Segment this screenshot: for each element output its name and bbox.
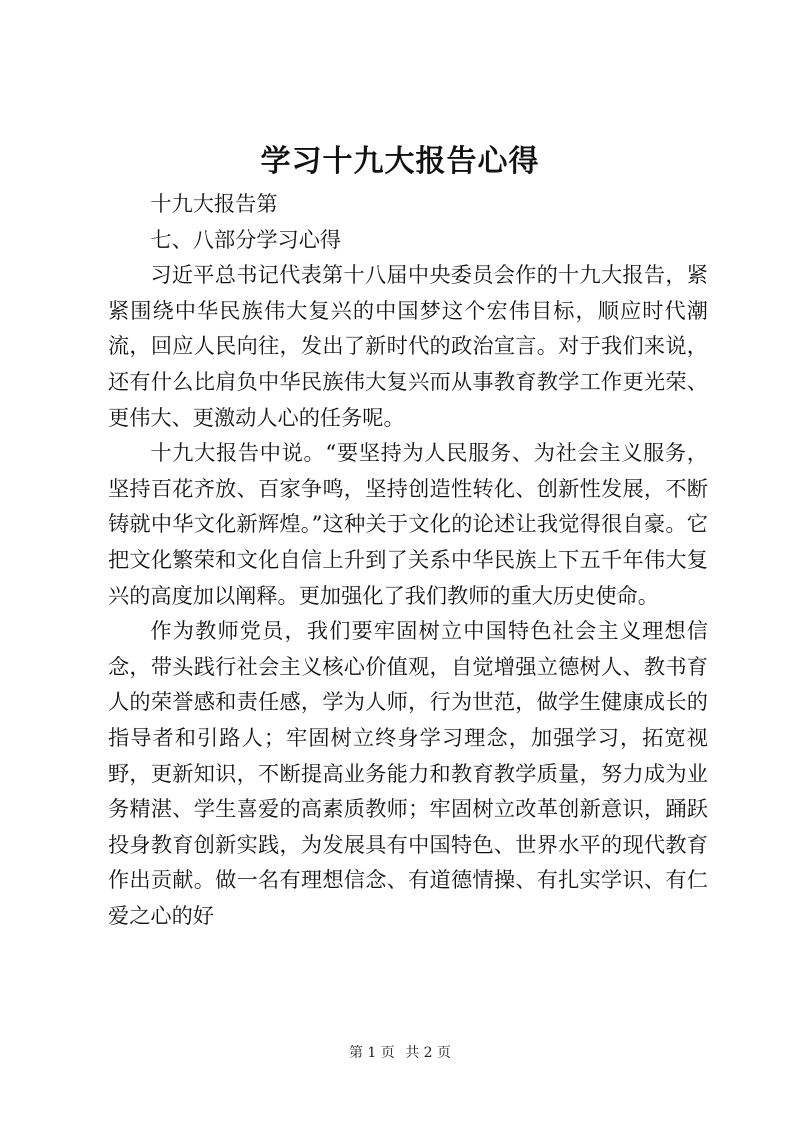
paragraph: 十九大报告中说。“要坚持为人民服务、为社会主义服务，坚持百花齐放、百家争鸣，坚持创造性转化、创新性发展，不断铸就中华文化新辉煌。”这种关于文化的论述让我觉得很自豪。它把文化繁荣和文化自信上升到了关系中华民族上下五千年伟大复兴的高度加以阐释。更加强化了我们教师的重大历史使命。 (108, 440, 708, 608)
document-body (108, 186, 708, 933)
paragraph: 十九大报告第 (150, 191, 278, 216)
page-total: 共 2 页 (405, 1045, 452, 1061)
document-title: 学习十九大报告心得 (260, 144, 540, 179)
paragraph: 习近平总书记代表第十八届中央委员会作的十九大报告，紧紧围绕中华民族伟大复兴的中国梦这个宏伟目标，顺应时代潮流，回应人民向往，发出了新时代的政治宣言。对于我们来说，还有什么比肩负中华民族伟大复兴而从事教育教学工作更光荣、更伟大、更激动人心的任务呢。 (108, 262, 708, 430)
page-footer (0, 1043, 800, 1063)
page-number: 第 1 页 (348, 1045, 395, 1061)
paragraph: 七、八部分学习心得 (150, 226, 342, 252)
paragraph: 作为教师党员，我们要牢固树立中国特色社会主义理想信念，带头践行社会主义核心价值观，自觉增强立德树人、教书育人的荣誉感和责任感，学为人师，行为世范，做学生健康成长的指导者和引路人；牢固树立终身学习理念，加强学习，拓宽视野，更新知识，不断提高业务能力和教育教学质量，努力成为业务精湛、学生喜爱的高素质教师；牢固树立改革创新意识，踊跃投身教育创新实践，为发展具有中国特色、世界水平的现代教育作出贡献。做一名有理想信念、有道德情操、有扎实学识、有仁爱之心的好 (108, 618, 708, 928)
